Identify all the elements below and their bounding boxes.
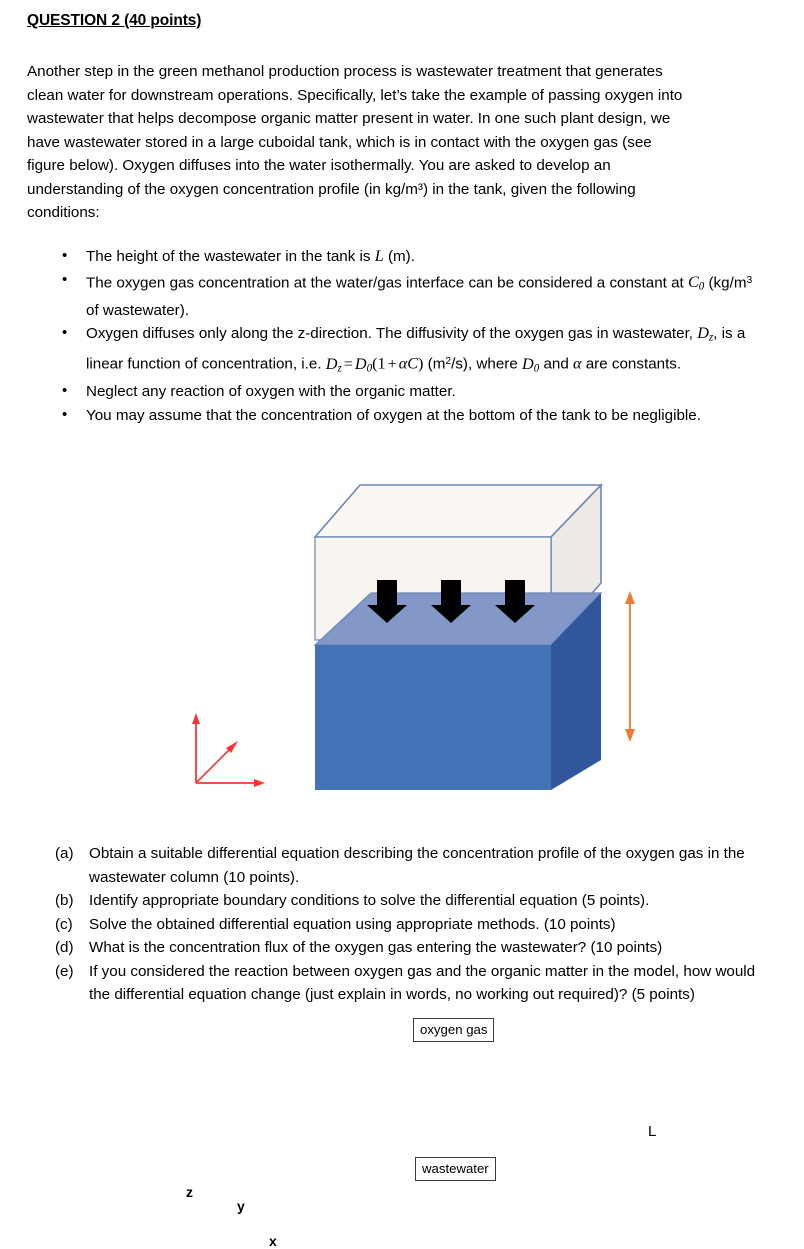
axis-y-label: y: [237, 1198, 245, 1214]
conditions-bullets: [48, 245, 760, 427]
oxygen-gas-label: oxygen gas: [413, 1018, 494, 1042]
subquestion-item: [55, 913, 775, 937]
subquestions-list: [55, 842, 775, 1007]
condition-item-no-reaction: • Neglect any reaction of oxygen with the organic matter.: [48, 380, 760, 404]
subscript: 0: [698, 280, 705, 293]
height-dimension-label: L: [648, 1123, 657, 1140]
wastewater-label: wastewater: [415, 1157, 496, 1181]
subquestion-text: What is the concentration flux of the oxygen gas entering the wastewater? (10 points): [89, 939, 663, 956]
condition-item-height: • The height of the wastewater in the tank is L (m).: [48, 245, 760, 269]
axis-y-line: [196, 747, 232, 783]
diffusion-arrows-group: [367, 580, 535, 623]
subscript: 0: [366, 361, 373, 374]
math-symbol: $D_z$: [697, 324, 714, 344]
subquestions-ol: [55, 842, 775, 1007]
tank-figure-svg: [0, 465, 804, 810]
condition-item-surface-concentration: • The oxygen gas concentration at the water/gas interface can be considered a constant at $C_0$ ($kg/m^3$ of wastewater).: [48, 269, 760, 323]
math-symbol: L: [374, 247, 384, 265]
axis-z-arrowhead: [192, 713, 200, 724]
height-dimension-arrow: [625, 591, 635, 742]
math-symbol: α: [573, 354, 582, 373]
subscript: 0: [533, 361, 540, 374]
page-title: QUESTION 2 (40 points): [27, 12, 202, 29]
condition-item-bottom-negligible: • You may assume that the concentration of oxygen at the bottom of the tank to be negligible.: [48, 404, 760, 428]
superscript: 2: [445, 356, 452, 368]
intro-paragraph: Another step in the green methanol production process is wastewater treatment that generates clean water for downstream operations. Specifically, let’s take the example of passing oxygen into wastewater that helps decompose organic matter present in water. In one such plant design, we have wastewater stored in a large cuboidal tank, which is in contact with the oxygen gas (see figure below). Oxygen diffuses into the water isothermally. You are asked to develop an understanding of the oxygen concentration profile (in kg/m³) in the tank, given the following conditions:: [27, 63, 683, 221]
math-symbol: (1: [372, 354, 386, 373]
conditions-list: [48, 245, 760, 427]
math-symbol: αC: [398, 354, 419, 373]
subquestion-item: [55, 889, 775, 913]
subquestion-marker: (b): [55, 892, 74, 909]
axis-x-arrowhead: [254, 779, 265, 787]
math-symbol: $C_0$: [687, 272, 705, 293]
subquestion-item: [55, 842, 775, 889]
math-symbol: $D_0$: [522, 354, 540, 374]
subquestion-item: [55, 936, 775, 960]
axis-triad: [192, 713, 265, 787]
superscript: 3: [746, 274, 753, 286]
subscript: z: [337, 361, 342, 374]
math-symbol: +: [387, 354, 397, 373]
math-symbol: $D_z$: [325, 354, 342, 374]
subquestion-marker: (a): [55, 845, 74, 862]
subscript: z: [708, 331, 714, 344]
math-symbol: =: [343, 354, 353, 373]
axis-z-label: z: [186, 1184, 193, 1200]
subquestion-marker: (d): [55, 939, 74, 956]
math-symbol: ): [418, 354, 424, 373]
condition-item-diffusivity: • Oxygen diffuses only along the z-direction. The diffusivity of the oxygen gas in wastewater, $D_z$, is a linear function of concentration, i.e. $D_z = D_0(1 + \alpha C)$ $(m^2/s)$, where $D_0$ and α are constants.: [48, 322, 760, 380]
subquestion-text: If you considered the reaction between oxygen gas and the organic matter in the model, how would the differential equation change (just explain in words, no working out required)? (5 points): [89, 962, 756, 1003]
subquestion-text: Identify appropriate boundary conditions to solve the differential equation (5 points).: [89, 892, 650, 909]
math-symbol: $D_0$: [354, 354, 373, 374]
subquestion-marker: (c): [55, 915, 73, 933]
axis-x-label: x: [269, 1233, 277, 1249]
subquestion-text: Obtain a suitable differential equation describing the concentration profile of the oxygen gas in the wastewater column (10 points).: [89, 845, 745, 886]
subquestion-marker: (e): [55, 962, 74, 980]
water-front-face: [315, 645, 551, 790]
subquestion-text: Solve the obtained differential equation using appropriate methods. (10 points): [89, 915, 616, 933]
subquestion-item: [55, 960, 775, 1007]
